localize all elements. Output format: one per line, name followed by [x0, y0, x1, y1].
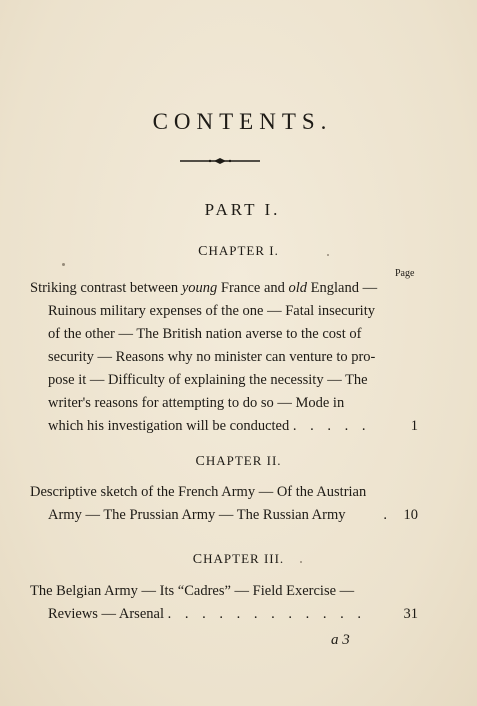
entry-line: security — Reasons why no minister can venture to pro-: [48, 349, 376, 365]
entry-line: writer's reasons for attempting to do so — Mode in: [48, 395, 345, 411]
page-number: 10: [403, 507, 418, 523]
entry-line-last: [30, 504, 420, 527]
entry-line: pose it — Difficulty of explaining the necessity — The: [48, 372, 368, 388]
signature-mark: a 3: [331, 632, 350, 648]
entry-line-last: [30, 603, 420, 626]
entry-line-text: Army — The Prussian Army — The Russian Army: [48, 507, 346, 523]
chapter-heading-initial: C: [195, 454, 206, 469]
entry-line-text: which his investigation will be conducted: [48, 418, 290, 434]
chapter-heading: [0, 551, 477, 568]
part-title: PART I.: [204, 200, 281, 219]
entry-line-text: Reviews — Arsenal: [48, 606, 164, 622]
page-number: 1: [410, 418, 418, 434]
entry-line-last: [30, 415, 420, 438]
entry-line: of the other — The British nation averse to the cost of: [48, 326, 362, 342]
dot-leaders: .: [383, 507, 392, 523]
chapter-heading-initial: C: [198, 244, 209, 259]
entry-line: The Belgian Army — Its “Cadres” — Field Exercise —: [30, 583, 355, 599]
entry-line: Ruinous military expenses of the one — Fatal insecurity: [48, 303, 375, 319]
entry-line: [30, 277, 420, 300]
chapter-heading: [0, 243, 477, 260]
paper-speck: [300, 561, 302, 563]
entry-line-text: Striking contrast between young France and old England —: [30, 280, 378, 296]
chapter-entry: [30, 277, 420, 438]
dot-leaders: . . . . . . . . . . . .: [167, 606, 366, 622]
chapter-heading-rest: HAPTER II.: [205, 453, 282, 468]
contents-heading: CONTENTS.: [152, 109, 333, 134]
page-number: 31: [403, 606, 418, 622]
dot-leaders: . . . . .: [292, 418, 371, 434]
chapter-heading-initial: C: [192, 552, 204, 567]
chapter-entry: [30, 580, 420, 626]
ornament-rule: [180, 158, 260, 164]
chapter-entry: [30, 481, 420, 527]
entry-line: Descriptive sketch of the French Army — Of the Austrian: [30, 484, 367, 500]
chapter-heading-rest: HAPTER I.: [208, 243, 279, 258]
page-column-label: Page: [395, 268, 415, 279]
chapter-heading-rest: HAPTER III.: [203, 551, 285, 566]
paper-speck: [327, 254, 329, 256]
chapter-heading: [0, 453, 477, 470]
paper-speck: [62, 263, 65, 266]
